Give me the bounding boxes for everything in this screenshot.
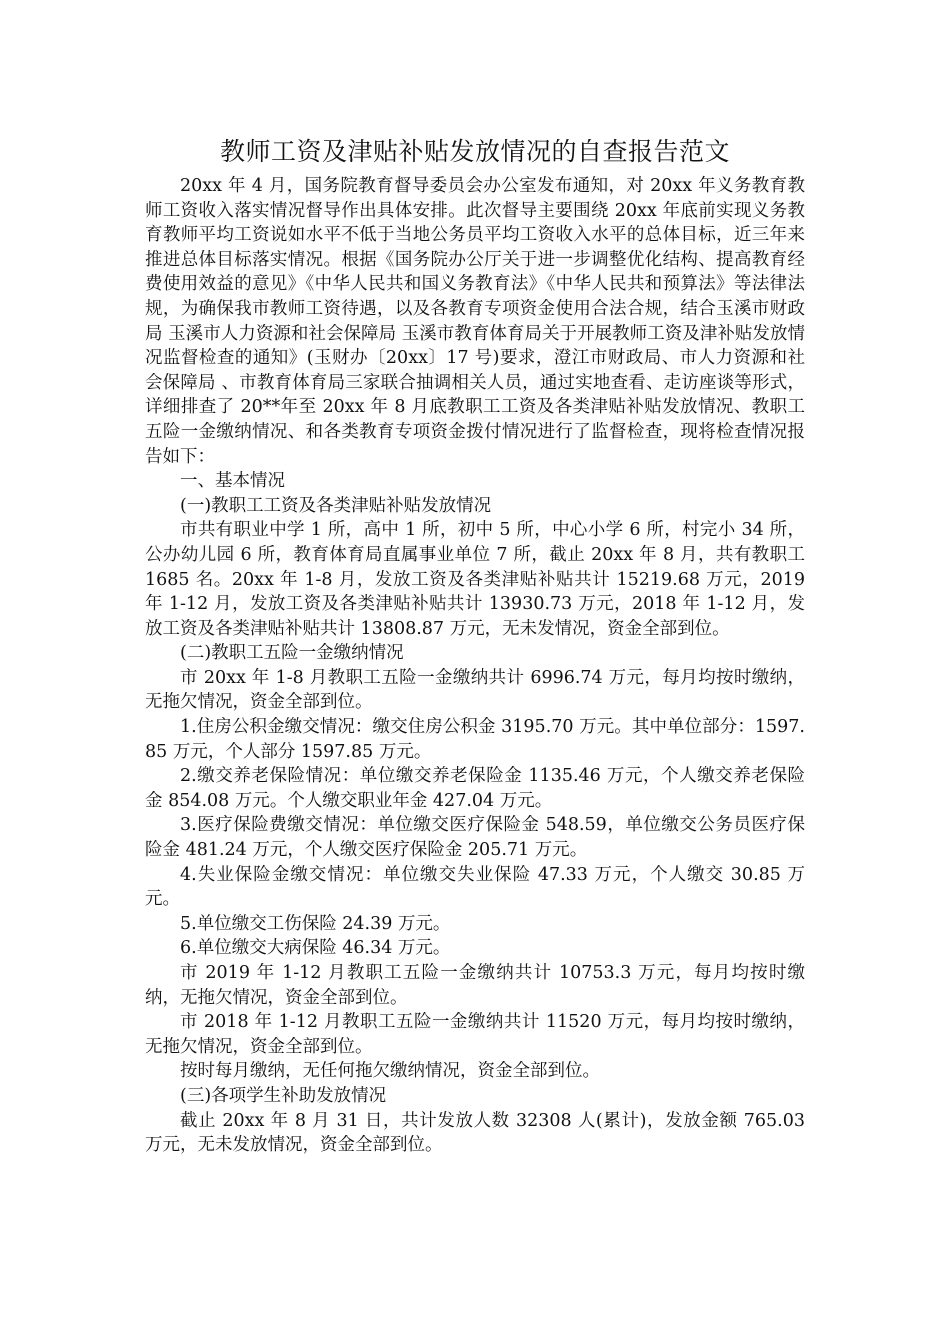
subsection-heading-insurance: (二)教职工五险一金缴纳情况 (180, 643, 404, 664)
document-body (145, 174, 805, 1158)
insurance-2018-paragraph: 市 2018 年 1-12 月教职工五险一金缴纳共计 11520 万元，每月均按时缴纳，无拖欠情况，资金全部到位。 (145, 1012, 805, 1057)
injury-insurance-item: 5.单位缴交工伤保险 24.39 万元。 (180, 913, 451, 934)
subsection-heading-student-aid: (三)各项学生补助发放情况 (180, 1085, 387, 1106)
housing-fund-item: 1.住房公积金缴交情况：缴交住房公积金 3195.70 万元。其中单位部分：1597.85 万元，个人部分 1597.85 万元。 (145, 717, 805, 762)
insurance-2019-paragraph: 市 2019 年 1-12 月教职工五险一金缴纳共计 10753.3 万元，每月均按时缴纳，无拖欠情况，资金全部到位。 (145, 963, 805, 1008)
medical-insurance-item: 3.医疗保险费缴交情况：单位缴交医疗保险金 548.59，单位缴交公务员医疗保险金 481.24 万元，个人缴交医疗保险金 205.71 万元。 (145, 815, 805, 861)
pension-item: 2.缴交养老保险情况：单位缴交养老保险金 1135.46 万元，个人缴交养老保险金 854.08 万元。个人缴交职业年金 427.04 万元。 (145, 766, 805, 811)
monthly-payment-paragraph: 按时每月缴纳，无任何拖欠缴纳情况，资金全部到位。 (180, 1061, 600, 1082)
section-heading-basic: 一、基本情况 (180, 471, 285, 492)
subsection-heading-salary: (一)教职工工资及各类津贴补贴发放情况 (180, 495, 492, 516)
intro-paragraph: 20xx 年 4 月，国务院教育督导委员会办公室发布通知，对 20xx 年义务教育教师工资收入落实情况督导作出具体安排。此次督导主要围绕 20xx 年底前实现义务教育教师平均工资说如水平不低于当地公务员平均工资收入水平的总体目标，近三年来推进总体目标落实情况。根据《国务院办公厅关于进一步调整优化结构、提高教育经费使用效益的意见》《中华人民共和国义务教育法》《中华人民共和预算法》等法律法规，为确保我市教师工资待遇，以及各教育专项资金使用合法合规，结合玉溪市财政局 玉溪市人力资源和社会保障局 玉溪市教育体育局关于开展教师工资及津补贴发放情况监督检查的通知》(玉财办〔20xx〕17 号)要求，澄江市财政局、市人力资源和社会保障局 、市教育体育局三家联合抽调相关人员，通过实地查看、走访座谈等形式，详细排查了 20**年至 20xx 年 8 月底教职工工资及各类津贴补贴发放情况、教职工五险一金缴纳情况、和各类教育专项资金拨付情况进行了监督检查，现将检查情况报告如下： (145, 176, 805, 467)
unemployment-insurance-item: 4.失业保险金缴交情况：单位缴交失业保险 47.33 万元，个人缴交 30.85 万元。 (145, 864, 805, 910)
salary-paragraph: 市共有职业中学 1 所，高中 1 所，初中 5 所，中心小学 6 所，村完小 34 所，公办幼儿园 6 所，教育体育局直属事业单位 7 所，截止 20xx 年 8 月，共有教职工 1685 名。20xx 年 1-8 月，发放工资及各类津贴补贴共计 15219.68 万元，2019 年 1-12 月，发放工资及各类津贴补贴共计 13930.73 万元，2018 年 1-12 月，发放工资及各类津贴补贴共计 13808.87 万元，无未发情况，资金全部到位。 (145, 520, 805, 639)
document-title: 教师工资及津贴补贴发放情况的自查报告范文 (219, 137, 730, 166)
serious-illness-insurance-item: 6.单位缴交大病保险 46.34 万元。 (180, 938, 451, 959)
student-aid-paragraph: 截止 20xx 年 8 月 31 日，共计发放人数 32308 人(累计)，发放金额 765.03 万元，无未发放情况，资金全部到位。 (145, 1110, 805, 1156)
insurance-summary-paragraph: 市 20xx 年 1-8 月教职工五险一金缴纳共计 6996.74 万元，每月均按时缴纳，无拖欠情况，资金全部到位。 (145, 667, 805, 713)
